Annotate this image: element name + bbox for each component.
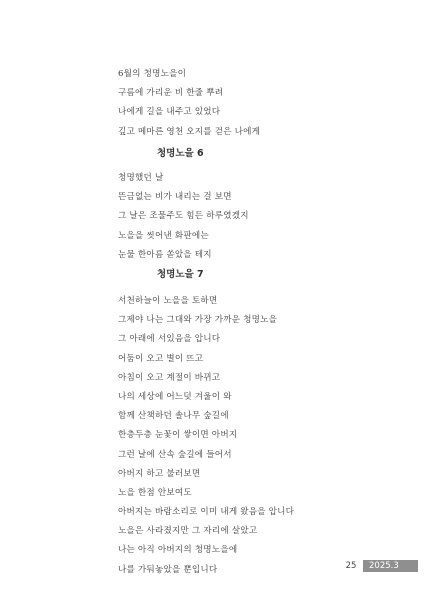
poem-line: 구름에 가리운 비 한줄 뿌려 [118,88,224,99]
poem-line: 청명했던 날 [118,173,164,183]
issue-date-badge: 2025.3 [363,560,418,572]
poem-stanza-2 [118,169,249,265]
poem-line: 아버지 하고 불러보면 [118,468,201,479]
poem-line: 그 날은 조물주도 힘든 하루였겠지 [118,211,249,222]
poem-line: 나의 세상에 어느덧 겨울이 와 [118,391,232,402]
poem-line: 노을을 씻어낸 화판에는 [118,230,209,241]
poem-line: 그런 날에 산속 숲길에 들어서 [118,449,232,460]
poem-title: 청명노을 6 [157,148,204,159]
poem-line: 어둠이 오고 별이 뜨고 [118,353,204,364]
poem-title: 청명노을 7 [157,269,204,280]
page-footer [339,560,418,572]
poem-line: 서천하늘이 노을을 토하면 [118,296,218,306]
poem-line: 깊고 메마른 영천 오지를 걷은 나에게 [118,126,261,137]
poem-line: 아침이 오고 계절이 바뀌고 [118,372,221,383]
poem-line: 나를 가둬놓았을 뿐입니다 [118,564,218,575]
poem-stanza-3 [118,292,294,580]
poem-line: 뜬금없는 비가 내리는 걸 보면 [118,192,232,203]
poem-line: 눈물 한아름 쏟았을 테지 [118,249,212,260]
poem-line: 아버지는 바람소리로 이미 내게 왔음을 압니다 [118,507,295,518]
poem-line: 나는 아직 아버지의 청명노을에 [118,545,238,556]
page-number: 25 [345,561,357,571]
poem-line: 한층두층 눈꽃이 쌓이면 아버지 [118,430,238,441]
poem-line: 함께 산책하던 솔나무 숲길에 [118,411,229,422]
poem-line: 6월의 청명노을이 [118,69,187,79]
poem-stanza-1 [118,65,260,142]
poem-line: 노을은 사라졌지만 그 자리에 살았고 [118,526,258,537]
poem-line: 그 아래에 서있음을 압니다 [118,334,221,345]
poem-line: 노을 한점 안보여도 [118,487,192,498]
poem-line: 그제야 나는 그대와 가장 가까운 청명노을 [118,315,278,326]
poem-line: 나에게 길을 내주고 있었다 [118,107,221,118]
